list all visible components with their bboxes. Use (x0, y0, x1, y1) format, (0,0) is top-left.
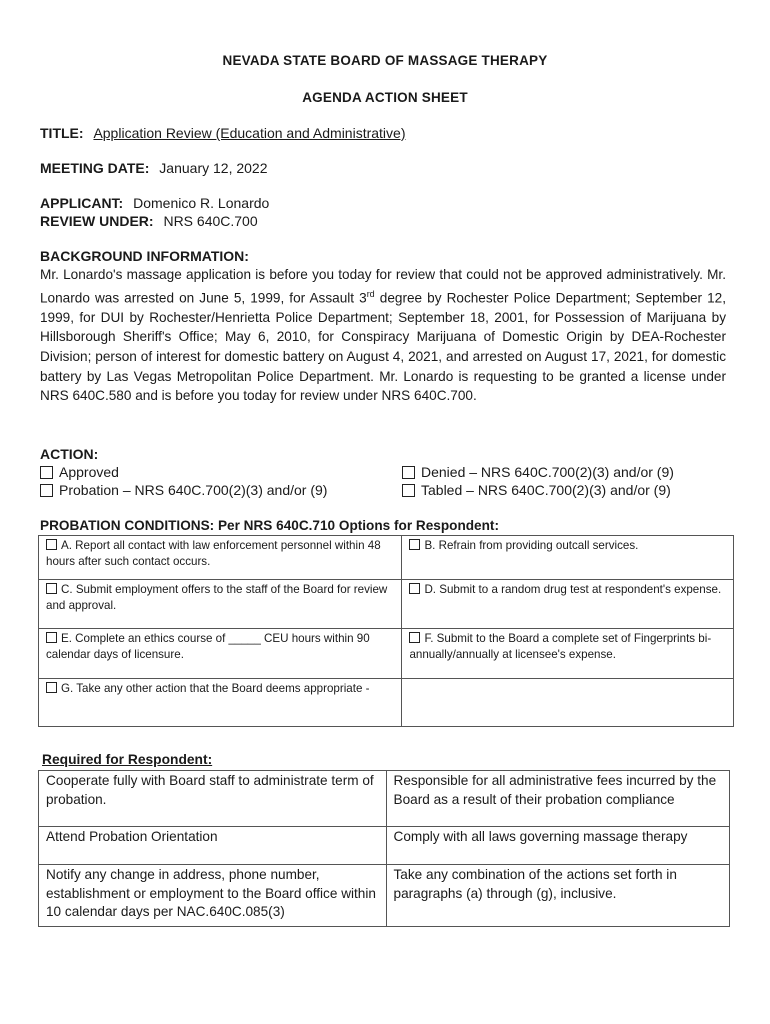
table-row (39, 629, 734, 679)
table-row (39, 536, 734, 580)
condition-a-text: A. Report all contact with law enforcement personnel within 48 hours after such contact occurs. (46, 539, 381, 568)
condition-d-checkbox[interactable] (409, 583, 420, 594)
required-cell-r1c2: Responsible for all administrative fees incurred by the Board as a result of their probation compliance (386, 771, 729, 827)
required-table (38, 770, 730, 927)
action-heading: ACTION: (40, 446, 99, 462)
required-cell-r3c1: Notify any change in address, phone number, establishment or employment to the Board office within 10 calendar days per NAC.640C.085(3) (39, 865, 387, 927)
condition-e-text: E. Complete an ethics course of _____ CEU hours within 90 calendar days of licensure. (46, 632, 370, 661)
required-cell-r1c1: Cooperate fully with Board staff to administrate term of probation. (39, 771, 387, 827)
probation-conditions-table (38, 535, 734, 727)
probation-conditions-heading: PROBATION CONDITIONS: Per NRS 640C.710 Options for Respondent: (40, 518, 499, 533)
condition-f[interactable] (402, 629, 734, 679)
tabled-checkbox[interactable] (402, 484, 415, 497)
background-heading: BACKGROUND INFORMATION: (40, 248, 249, 264)
tabled-label: Tabled – NRS 640C.700(2)(3) and/or (9) (421, 482, 671, 498)
background-text-part2: degree by Rochester Police Department; September 12, 1999, for DUI by Rochester/Henrietta Police Department; September 18, 2001, for Possession of Marijuana by Hillsborough Sheriff's Office; May 6, 2010, for Conspiracy Marijuana of Domestic Origin by DEA-Rochester Division; person of interest for domestic battery on August 4, 2021, and arrested on August 17, 2021, for domestic battery by Las Vegas Metropolitan Police Department. Mr. Lonardo is requesting to be granted a license under NRS 640C.580 and is before you today for review under NRS 640C.700. (40, 290, 726, 404)
required-heading-text: Required for Respondent: (42, 752, 213, 767)
approved-checkbox[interactable] (40, 466, 53, 479)
meeting-date-value: January 12, 2022 (159, 160, 268, 176)
applicant-value: Domenico R. Lonardo (133, 195, 270, 211)
probation-checkbox[interactable] (40, 484, 53, 497)
title-value: Application Review (Education and Administrative) (93, 125, 406, 141)
background-text-part1: Mr. Lonardo's massage application is before you today for review that could not be approved administratively. Mr. Lonardo was arrested on June 5, 1999, for Assault 3 (40, 267, 726, 306)
action-denied[interactable] (402, 464, 674, 480)
applicant-field (40, 195, 269, 211)
document-title: NEVADA STATE BOARD OF MASSAGE THERAPY (222, 53, 548, 68)
document-subtitle: AGENDA ACTION SHEET (302, 90, 468, 105)
denied-checkbox[interactable] (402, 466, 415, 479)
condition-e[interactable] (39, 629, 402, 679)
meeting-date-field (40, 160, 268, 176)
action-probation[interactable] (40, 482, 327, 498)
condition-g-text: G. Take any other action that the Board deems appropriate - (61, 682, 370, 695)
required-cell-r3c2: Take any combination of the actions set forth in paragraphs (a) through (g), inclusive. (386, 865, 729, 927)
required-cell-r2c1: Attend Probation Orientation (39, 827, 387, 865)
meeting-date-label: MEETING DATE: (40, 160, 150, 176)
title-label: TITLE: (40, 125, 84, 141)
condition-e-checkbox[interactable] (46, 632, 57, 643)
condition-d-text: D. Submit to a random drug test at respondent's expense. (424, 583, 722, 596)
condition-c-text: C. Submit employment offers to the staff of the Board for review and approval. (46, 583, 388, 612)
condition-d[interactable] (402, 580, 734, 629)
condition-b[interactable] (402, 536, 734, 580)
condition-g-checkbox[interactable] (46, 682, 57, 693)
required-heading (42, 752, 212, 767)
action-approved[interactable] (40, 464, 119, 480)
condition-g[interactable] (39, 679, 402, 727)
condition-b-checkbox[interactable] (409, 539, 420, 550)
background-text (40, 265, 726, 406)
condition-c[interactable] (39, 580, 402, 629)
condition-b-text: B. Refrain from providing outcall services. (424, 539, 639, 552)
probation-label: Probation – NRS 640C.700(2)(3) and/or (9) (59, 482, 328, 498)
condition-f-text: F. Submit to the Board a complete set of Fingerprints bi-annually/annually at licensee's expense. (409, 632, 712, 661)
review-under-label: REVIEW UNDER: (40, 213, 154, 229)
condition-c-checkbox[interactable] (46, 583, 57, 594)
table-row (39, 771, 730, 827)
background-superscript: rd (366, 288, 375, 299)
action-tabled[interactable] (402, 482, 671, 498)
title-field (40, 125, 405, 141)
condition-a[interactable] (39, 536, 402, 580)
review-under-field (40, 213, 258, 229)
review-under-value: NRS 640C.700 (163, 213, 258, 229)
condition-empty-cell (402, 679, 734, 727)
approved-label: Approved (59, 464, 119, 480)
required-cell-r2c2: Comply with all laws governing massage therapy (386, 827, 729, 865)
denied-label: Denied – NRS 640C.700(2)(3) and/or (9) (421, 464, 674, 480)
applicant-label: APPLICANT: (40, 195, 124, 211)
condition-f-checkbox[interactable] (409, 632, 420, 643)
condition-a-checkbox[interactable] (46, 539, 57, 550)
table-row (39, 865, 730, 927)
table-row (39, 580, 734, 629)
table-row (39, 827, 730, 865)
table-row (39, 679, 734, 727)
